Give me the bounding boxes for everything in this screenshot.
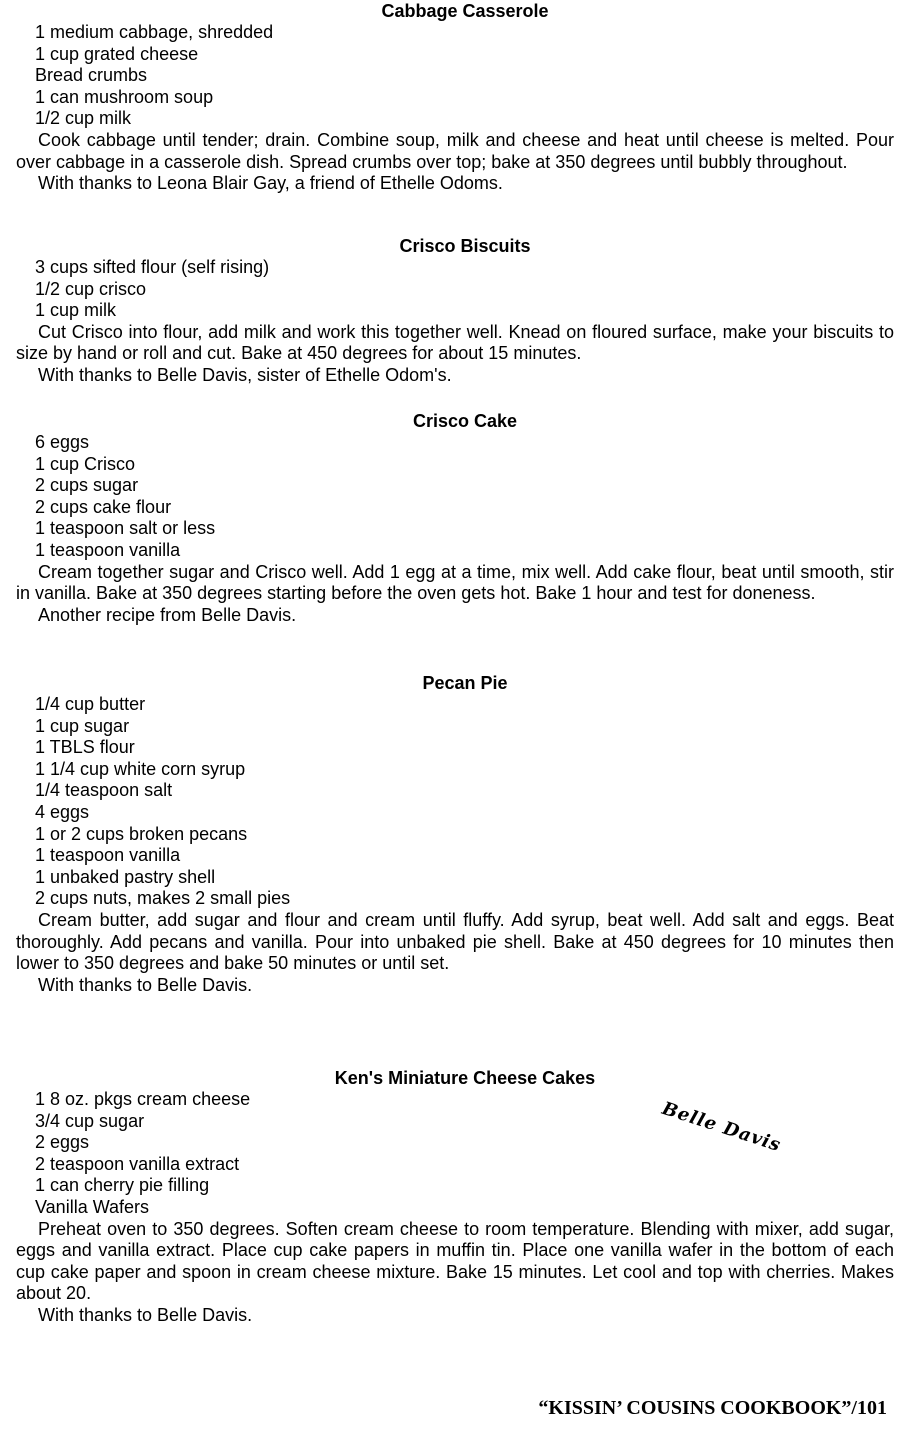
ingredient: 1/4 cup butter [35, 694, 146, 714]
ingredient: 1 cup Crisco [35, 453, 136, 474]
credit: Another recipe from Belle Davis. [38, 604, 297, 625]
ingredient: 1 unbaked pastry shell [35, 866, 216, 887]
recipe-cabbage-casserole [16, 0, 894, 195]
directions: Cut Crisco into flour, add milk and work this together well. Knead on floured surface, make your biscuits to size by hand or roll and cut. Bake at 450 degrees for about 15 minutes. [16, 321, 894, 364]
ingredient: 1 can cherry pie filling [35, 1175, 210, 1196]
ingredient: 1 8 oz. pkgs cream cheese [35, 1089, 251, 1109]
ingredient: Vanilla Wafers [35, 1196, 150, 1217]
recipe-title: Pecan Pie [422, 673, 508, 693]
recipe-pecan-pie [16, 672, 894, 996]
handwritten-signature: Belle Davis [659, 1098, 784, 1157]
ingredient: 1 teaspoon vanilla [35, 539, 181, 560]
ingredient: 3/4 cup sugar [35, 1110, 145, 1131]
ingredient: 1 cup milk [35, 300, 117, 321]
recipe-title: Crisco Cake [412, 411, 518, 431]
ingredient: 1 TBLS flour [35, 737, 135, 758]
recipe-crisco-biscuits [16, 235, 894, 387]
ingredient: 4 eggs [35, 801, 90, 822]
recipe-crisco-cake [16, 410, 894, 626]
ingredient: 1/4 teaspoon salt [35, 780, 173, 801]
ingredient: 3 cups sifted flour (self rising) [35, 257, 270, 277]
ingredient: 1 cup grated cheese [35, 43, 199, 64]
ingredient: 1 teaspoon salt or less [35, 518, 216, 539]
ingredient: 1 or 2 cups broken pecans [35, 823, 248, 844]
recipe-title: Crisco Biscuits [399, 236, 531, 256]
ingredient: 1 teaspoon vanilla [35, 845, 181, 866]
ingredient: 1 can mushroom soup [35, 86, 214, 107]
credit: With thanks to Leona Blair Gay, a friend of Ethelle Odoms. [38, 173, 503, 194]
ingredient: 6 eggs [35, 432, 90, 452]
directions: Cook cabbage until tender; drain. Combine soup, milk and cheese and heat until cheese is melted. Pour over cabbage in a casserole dish. Spread crumbs over top; bake at 350 degrees until bubbly throughout. [16, 129, 894, 172]
directions: Cream butter, add sugar and flour and cream until fluffy. Add syrup, beat well. Add salt and eggs. Beat thoroughly. Add pecans and vanilla. Pour into unbaked pie shell. Bake at 450 degrees for 10 minutes then lower to 350 degrees and bake 50 minutes or until set. [16, 909, 894, 974]
ingredient: 1/2 cup crisco [35, 278, 147, 299]
ingredient: 1/2 cup milk [35, 108, 132, 129]
page-footer: “KISSIN’ COUSINS COOKBOOK”/101 [538, 1397, 887, 1419]
ingredient: 2 teaspoon vanilla extract [35, 1153, 240, 1174]
ingredient: 2 eggs [35, 1132, 90, 1153]
recipe-miniature-cheese-cakes [16, 1067, 894, 1327]
credit: With thanks to Belle Davis. [38, 974, 253, 995]
recipe-title: Ken's Miniature Cheese Cakes [334, 1068, 596, 1088]
ingredient: 2 cups cake flour [35, 496, 172, 517]
ingredient: Bread crumbs [35, 65, 148, 86]
credit: With thanks to Belle Davis. [38, 1304, 253, 1325]
credit: With thanks to Belle Davis, sister of Ethelle Odom's. [38, 364, 452, 385]
recipe-title: Cabbage Casserole [381, 1, 549, 21]
directions: Preheat oven to 350 degrees. Soften cream cheese to room temperature. Blending with mixer, add sugar, eggs and vanilla extract. Place cup cake papers in muffin tin. Place one vanilla wafer in the bottom of each cup cake paper and spoon in cream cheese mixture. Bake 15 minutes. Let cool and top with cherries. Makes about 20. [16, 1218, 894, 1304]
ingredient: 2 cups nuts, makes 2 small pies [35, 888, 291, 909]
ingredient: 1 medium cabbage, shredded [35, 22, 274, 42]
directions: Cream together sugar and Crisco well. Add 1 egg at a time, mix well. Add cake flour, beat until smooth, stir in vanilla. Bake at 350 degrees starting before the oven gets hot. Bake 1 hour and test for doneness. [16, 561, 894, 604]
ingredient: 1 cup sugar [35, 715, 130, 736]
ingredient: 2 cups sugar [35, 475, 139, 496]
ingredient: 1 1/4 cup white corn syrup [35, 758, 246, 779]
